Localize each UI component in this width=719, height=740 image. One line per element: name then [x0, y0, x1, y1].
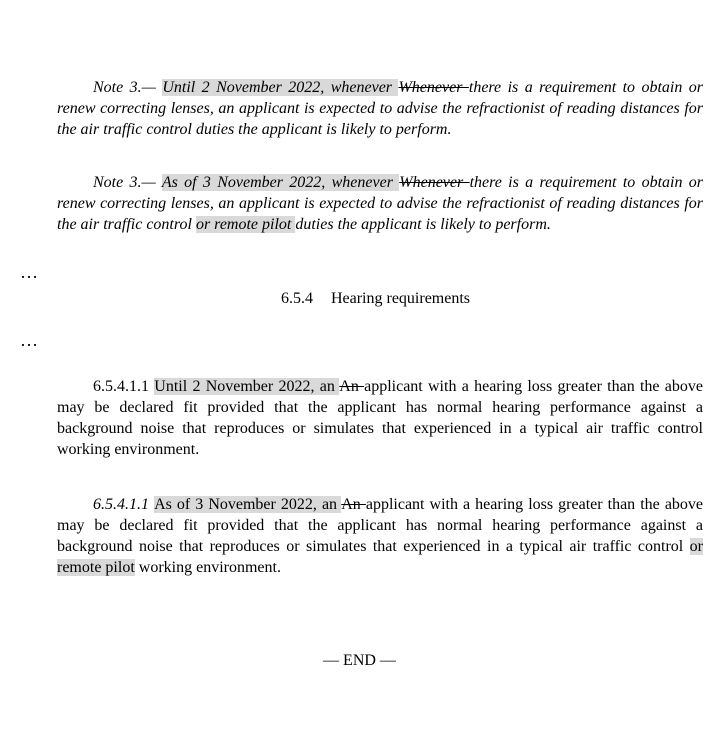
end-marker: — END —	[323, 652, 396, 669]
inserted-text: Until 2 November 2022, whenever	[162, 79, 399, 96]
inserted-text: or remote pilot	[195, 216, 296, 233]
paragraph-text: applicant with a hearing loss greater than the above may be declared fit provided that the applicant has normal hearing performance against a background noise that reproduces or simulates that experienced in a typical air traffic control working environment.	[57, 378, 704, 458]
paragraph-text: working environment.	[134, 559, 281, 576]
inserted-text: As of 3 November 2022, an	[154, 496, 342, 513]
note-text: there is a requirement to obtain or renew correcting lenses, an applicant is expected to advise the refractionist of reading distances for the air traffic control	[57, 174, 704, 233]
deleted-text: Whenever	[399, 174, 470, 191]
paragraph-6-5-4-1-1-until	[57, 376, 703, 460]
heading-number: 6.5.4	[280, 290, 313, 307]
deleted-text: An	[339, 378, 365, 395]
inserted-text: As of 3 November 2022, whenever	[161, 174, 400, 191]
note-text: there is a requirement to obtain or renew correcting lenses, an applicant is expected to advise the refractionist of reading distances for the air traffic control duties the applicant is likely to perform.	[57, 79, 704, 138]
paragraph-text: applicant with a hearing loss greater than the above may be declared fit provided that the applicant has normal hearing performance against a background noise that reproduces or simulates that experienced in a typical air traffic control	[57, 496, 704, 555]
note-3-as-of	[57, 172, 703, 235]
note-3-until	[57, 77, 703, 140]
note-label: Note 3.—	[93, 174, 162, 191]
paragraph-number: 6.5.4.1.1	[93, 496, 155, 513]
note-text: duties the applicant is likely to perform.	[295, 216, 551, 233]
ellipsis: …	[20, 262, 39, 282]
inserted-text: or remote pilot	[57, 538, 703, 576]
paragraph-number: 6.5.4.1.1	[93, 378, 155, 395]
deleted-text: Whenever	[398, 79, 469, 96]
deleted-text: An	[341, 496, 366, 513]
paragraph-6-5-4-1-1-as-of	[57, 494, 703, 578]
inserted-text: Until 2 November 2022, an	[154, 378, 340, 395]
ellipsis: …	[20, 330, 39, 350]
section-heading	[0, 288, 719, 309]
note-label: Note 3.—	[93, 79, 163, 96]
heading-title: Hearing requirements	[330, 290, 471, 307]
